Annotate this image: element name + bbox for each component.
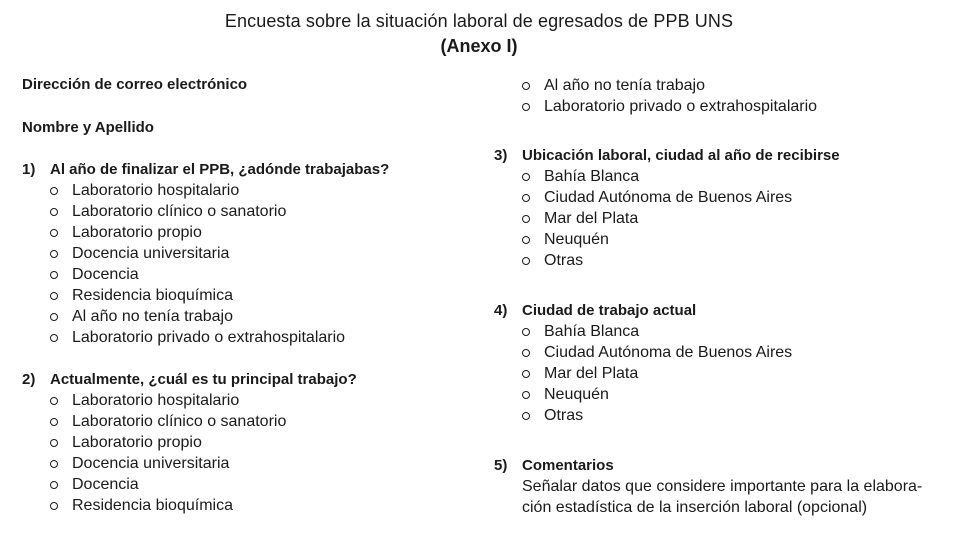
option-item[interactable]: Laboratorio privado o extrahospitalario <box>50 327 345 348</box>
radio-circle-icon[interactable] <box>522 236 530 244</box>
option-item[interactable]: Residencia bioquímica <box>50 495 286 516</box>
survey-title: Encuesta sobre la situación laboral de egresados de PPB UNS <box>224 11 734 31</box>
radio-circle-icon[interactable] <box>50 502 58 510</box>
question-3-options <box>522 166 792 271</box>
radio-circle-icon[interactable] <box>522 349 530 357</box>
option-item[interactable]: Laboratorio hospitalario <box>50 180 345 201</box>
question-5-text: Comentarios <box>522 457 614 474</box>
option-item[interactable]: Docencia universitaria <box>50 243 345 264</box>
option-item[interactable]: Docencia <box>50 474 286 495</box>
option-item[interactable]: Al año no tenía trabajo <box>50 306 345 327</box>
radio-circle-icon[interactable] <box>522 82 530 90</box>
question-3-text: Ubicación laboral, ciudad al año de recibirse <box>522 147 840 164</box>
radio-circle-icon[interactable] <box>50 460 58 468</box>
option-item[interactable]: Al año no tenía trabajo <box>522 75 817 96</box>
radio-circle-icon[interactable] <box>522 412 530 420</box>
question-1-options <box>50 180 345 348</box>
question-4-text: Ciudad de trabajo actual <box>522 302 697 319</box>
radio-circle-icon[interactable] <box>50 418 58 426</box>
question-2 <box>22 371 357 388</box>
question-4-number: 4) <box>494 302 508 319</box>
radio-circle-icon[interactable] <box>50 187 58 195</box>
radio-circle-icon[interactable] <box>50 481 58 489</box>
question-2-text: Actualmente, ¿cuál es tu principal trabajo? <box>50 371 357 388</box>
survey-subtitle: (Anexo I) <box>440 36 518 56</box>
email-field-label: Dirección de correo electrónico <box>22 76 248 93</box>
option-item[interactable]: Laboratorio privado o extrahospitalario <box>522 96 817 117</box>
radio-circle-icon[interactable] <box>50 271 58 279</box>
comments-instructions <box>522 476 958 518</box>
radio-circle-icon[interactable] <box>522 103 530 111</box>
name-field-label: Nombre y Apellido <box>22 119 154 136</box>
radio-circle-icon[interactable] <box>50 334 58 342</box>
option-item[interactable]: Laboratorio propio <box>50 222 345 243</box>
radio-circle-icon[interactable] <box>522 257 530 265</box>
option-item[interactable]: Laboratorio hospitalario <box>50 390 286 411</box>
question-2-options <box>50 390 286 516</box>
radio-circle-icon[interactable] <box>50 208 58 216</box>
radio-circle-icon[interactable] <box>522 328 530 336</box>
question-3-number: 3) <box>494 147 508 164</box>
option-item[interactable]: Laboratorio clínico o sanatorio <box>50 201 345 222</box>
radio-circle-icon[interactable] <box>50 439 58 447</box>
question-4 <box>494 302 696 319</box>
radio-circle-icon[interactable] <box>522 194 530 202</box>
option-item[interactable]: Laboratorio clínico o sanatorio <box>50 411 286 432</box>
question-4-options <box>522 321 792 426</box>
comments-line-1: Señalar datos que considere importante para la elabora- <box>522 478 923 495</box>
option-item[interactable]: Residencia bioquímica <box>50 285 345 306</box>
radio-circle-icon[interactable] <box>50 250 58 258</box>
option-item[interactable]: Otras <box>522 250 792 271</box>
option-item[interactable]: Bahía Blanca <box>522 166 792 187</box>
radio-circle-icon[interactable] <box>522 173 530 181</box>
radio-circle-icon[interactable] <box>50 292 58 300</box>
option-item[interactable]: Ciudad Autónoma de Buenos Aires <box>522 187 792 208</box>
option-item[interactable]: Otras <box>522 405 792 426</box>
option-item[interactable]: Mar del Plata <box>522 208 792 229</box>
question-1-number: 1) <box>22 161 36 178</box>
question-1 <box>22 161 389 178</box>
radio-circle-icon[interactable] <box>522 370 530 378</box>
question-5-number: 5) <box>494 457 508 474</box>
option-item[interactable]: Neuquén <box>522 229 792 250</box>
question-1-text: Al año de finalizar el PPB, ¿adónde trabajabas? <box>50 161 390 178</box>
option-item[interactable]: Bahía Blanca <box>522 321 792 342</box>
question-3 <box>494 147 840 164</box>
option-item[interactable]: Mar del Plata <box>522 363 792 384</box>
option-item[interactable]: Ciudad Autónoma de Buenos Aires <box>522 342 792 363</box>
question-5 <box>494 457 614 474</box>
radio-circle-icon[interactable] <box>522 215 530 223</box>
option-item[interactable]: Laboratorio propio <box>50 432 286 453</box>
question-2-options-continued <box>522 75 817 117</box>
option-item[interactable]: Neuquén <box>522 384 792 405</box>
radio-circle-icon[interactable] <box>522 391 530 399</box>
option-item[interactable]: Docencia <box>50 264 345 285</box>
radio-circle-icon[interactable] <box>50 229 58 237</box>
option-item[interactable]: Docencia universitaria <box>50 453 286 474</box>
radio-circle-icon[interactable] <box>50 397 58 405</box>
comments-line-2: ción estadística de la inserción laboral (opcional) <box>522 499 868 516</box>
radio-circle-icon[interactable] <box>50 313 58 321</box>
question-2-number: 2) <box>22 371 36 388</box>
